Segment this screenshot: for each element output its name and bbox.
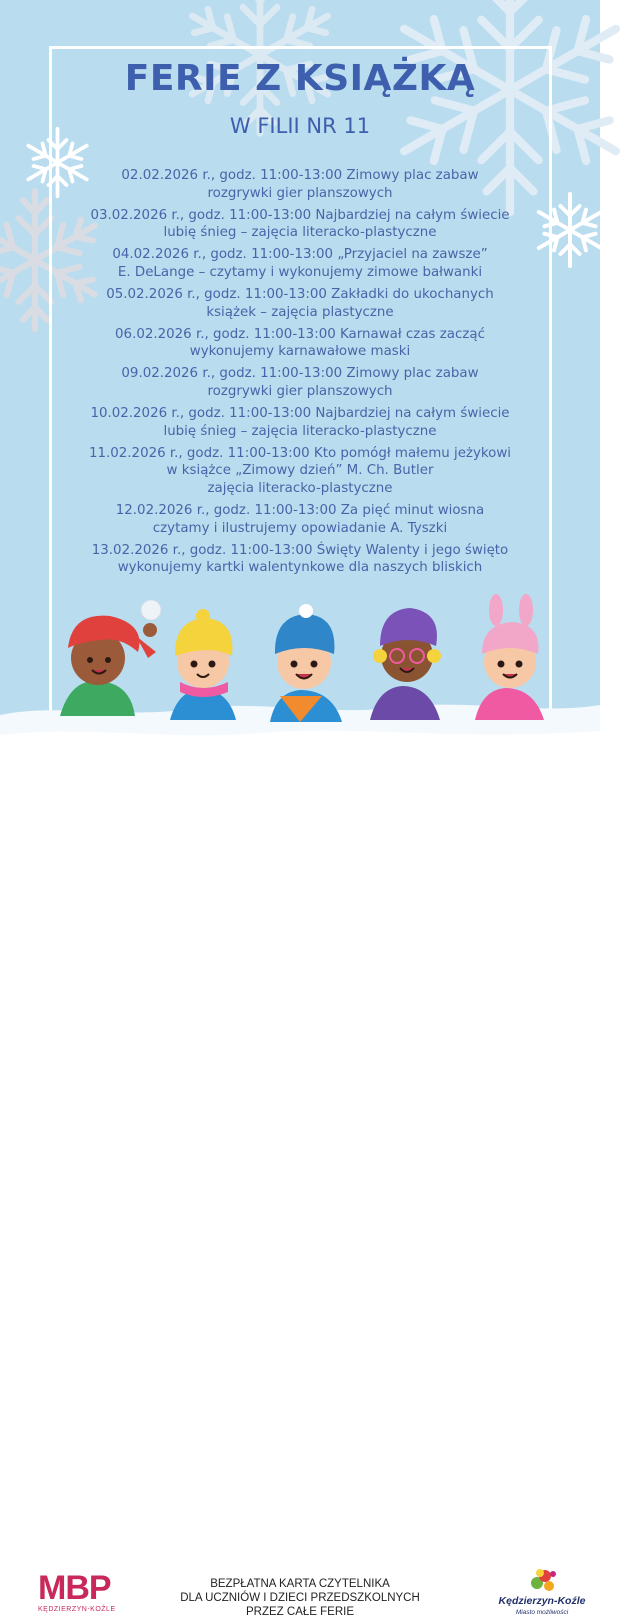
city-logo-name: Kędzierzyn-Koźle: [498, 1595, 586, 1607]
event-list: [60, 167, 540, 581]
free-card-info: [150, 1577, 450, 1619]
event-item: 09.02.2026 r., godz. 11:00-13:00 Zimowy plac zabaw rozgrywki gier planszowych: [121, 366, 479, 399]
event-item: 02.02.2026 r., godz. 11:00-13:00 Zimowy plac zabaw rozgrywki gier planszowych: [121, 168, 479, 201]
library-logo-subtitle: KĘDZIERZYN-KOŹLE: [38, 1606, 116, 1613]
children-illustration: [50, 596, 550, 726]
event-item: 12.02.2026 r., godz. 11:00-13:00 Za pięć minut wiosna czytamy i ilustrujemy opowiadanie A. Tyszki: [115, 503, 485, 536]
event-item: 04.02.2026 r., godz. 11:00-13:00 „Przyjaciel na zawsze” E. DeLange – czytamy i wykonujemy zimowe bałwanki: [112, 247, 488, 280]
info-line: DLA UCZNIÓW I DZIECI PRZEDSZKOLNYCH: [180, 1592, 420, 1604]
event-item: 06.02.2026 r., godz. 11:00-13:00 Karnawał czas zacząć wykonujemy karnawałowe maski: [115, 326, 485, 360]
city-logo-tagline: Miasto możliwości: [515, 1609, 569, 1616]
city-balloons-icon: [527, 1567, 557, 1595]
poster: [0, 0, 600, 781]
library-logo-text: MBP: [38, 1569, 111, 1607]
poster-subtitle: W FILII NR 11: [229, 114, 371, 138]
info-line: BEZPŁATNA KARTA CZYTELNIKA: [210, 1578, 390, 1590]
library-logo: [38, 1571, 128, 1617]
event-item: 10.02.2026 r., godz. 11:00-13:00 Najbardziej na całym świecie lubię śnieg – zajęcia literacko-plastyczne: [90, 406, 510, 439]
event-item: 05.02.2026 r., godz. 11:00-13:00 Zakładki do ukochanych książek – zajęcia plastyczne: [106, 287, 494, 320]
footer: [0, 781, 600, 1618]
poster-title: FERIE Z KSIĄŻKĄ: [124, 58, 476, 99]
event-item: 13.02.2026 r., godz. 11:00-13:00 Święty Walenty i jego święto wykonujemy kartki walentynkowe dla naszych bliskich: [91, 542, 509, 576]
city-logo: [497, 1567, 587, 1623]
event-item: 11.02.2026 r., godz. 11:00-13:00 Kto pomógł małemu jeżykowi w książce „Zimowy dzień” M. Ch. Butler zajęcia literacko-plastyczne: [88, 445, 512, 496]
event-item: 03.02.2026 r., godz. 11:00-13:00 Najbardziej na całym świecie lubię śnieg – zajęcia literacko-plastyczne: [90, 207, 510, 241]
info-line: PRZEZ CAŁE FERIE: [246, 1606, 354, 1618]
